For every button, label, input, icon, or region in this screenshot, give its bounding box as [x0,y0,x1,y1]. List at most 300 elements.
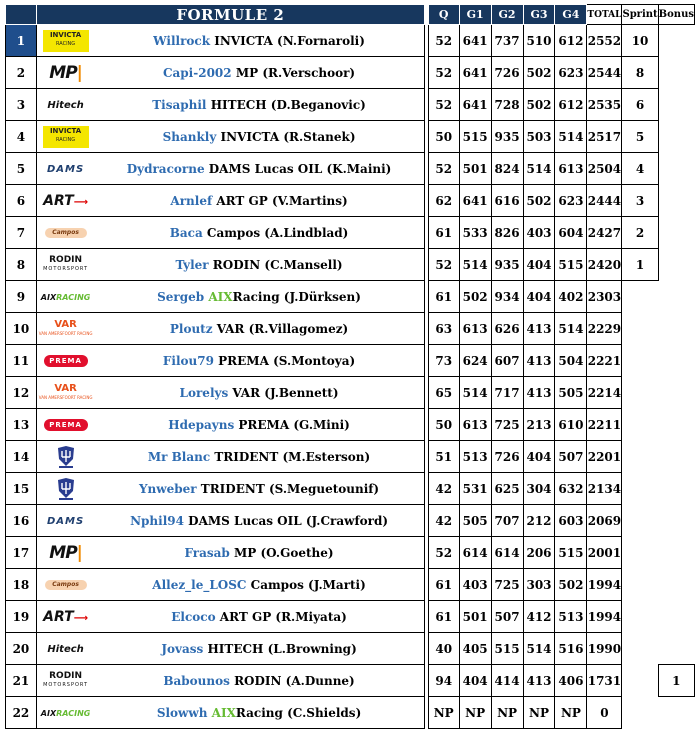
g2-cell: 726 [491,57,523,89]
position-cell: 16 [6,505,37,537]
total-cell: 2444 [587,185,622,217]
bonus-cell [658,281,694,313]
g1-cell: 514 [459,249,491,281]
bonus-cell [658,601,694,633]
team-logo-cell [36,473,94,505]
driver-cell [94,185,424,217]
bonus-cell [658,89,694,121]
total-cell: 2420 [587,249,622,281]
team-logo-cell [36,121,94,153]
team-name: ART GP [216,193,268,208]
standings-row [6,121,695,153]
table-title: FORMULE 2 [36,5,424,25]
total-cell: 2535 [587,89,622,121]
sprint-cell [622,569,658,601]
driver-cell [94,697,424,729]
position-cell: 5 [6,153,37,185]
real-driver: (S.Meguetounif) [268,481,380,496]
driver-nickname: Nphil94 [130,513,184,528]
q-cell: 61 [428,601,459,633]
driver-nickname: Filou79 [162,353,214,368]
standings-row [6,185,695,217]
invicta-logo-sub: RACING [55,136,76,143]
g4-cell: 612 [555,25,587,57]
real-driver: (M.Esterson) [282,449,371,464]
position-cell: 10 [6,313,37,345]
team-name: Campos [206,225,261,240]
sprint-cell: 6 [622,89,658,121]
real-driver: (C.Shields) [287,705,362,720]
q-cell: 52 [428,89,459,121]
bonus-cell [658,633,694,665]
g4-cell: 505 [555,377,587,409]
team-name: HITECH [210,97,267,112]
total-cell: 2303 [587,281,622,313]
standings-row [6,441,695,473]
g3-cell: 413 [523,665,555,697]
driver-nickname: Babounos [163,673,230,688]
position-cell: 8 [6,249,37,281]
bonus-cell [658,537,694,569]
real-driver: (R.Villagomez) [248,321,349,336]
real-driver: (A.Dunne) [285,673,355,688]
trident-logo-icon [56,477,76,501]
real-driver: (C.Mansell) [264,257,343,272]
team-name: AIXRacing [211,705,283,720]
driver-cell [94,633,424,665]
hitech-logo-icon: Hitech [47,99,84,111]
standings-row [6,377,695,409]
g4-cell: 502 [555,569,587,601]
team-name: HITECH [207,641,264,656]
real-driver: (J.Crawford) [305,513,389,528]
driver-nickname: Capi-2002 [162,65,232,80]
standings-row [6,217,695,249]
g4-cell: 515 [555,537,587,569]
team-name: MP [235,65,259,80]
g1-cell: 514 [459,377,491,409]
rodin-logo-icon: RODIN MOTORSPORT [43,254,89,272]
bonus-cell [658,153,694,185]
real-driver: (G.Mini) [293,417,350,432]
driver-nickname: Sergeb [157,289,205,304]
g3-cell: 212 [523,505,555,537]
aix-logo-accent: RACING [56,292,91,302]
team-name: VAR [216,321,245,336]
team-name: INVICTA [214,33,273,48]
position-cell: 13 [6,409,37,441]
position-cell: 12 [6,377,37,409]
header-g1: G1 [459,5,491,25]
team-name: ART GP [219,609,272,624]
bonus-cell [658,569,694,601]
driver-nickname: Tyler [175,257,209,272]
g2-cell: 607 [491,345,523,377]
total-cell: 2211 [587,409,622,441]
g4-cell: 623 [555,185,587,217]
g2-cell: 824 [491,153,523,185]
team-logo-cell [36,281,94,313]
q-cell: 62 [428,185,459,217]
sprint-cell [622,345,658,377]
driver-nickname: Hdepayns [168,417,235,432]
q-cell: 42 [428,473,459,505]
art-logo-accent: ⟶ [73,196,89,208]
header-bonus: Bonus [658,5,694,25]
team-name: TRIDENT [200,481,265,496]
standings-row [6,409,695,441]
bonus-cell [658,249,694,281]
real-driver: (K.Maini) [326,161,392,176]
driver-cell [94,537,424,569]
sprint-cell [622,473,658,505]
g2-cell: 515 [491,633,523,665]
g3-cell: 413 [523,313,555,345]
var-logo-sub: VAN AMERSFOORT RACING [38,394,93,400]
position-cell: 1 [6,25,37,57]
total-cell: 2504 [587,153,622,185]
q-cell: 61 [428,569,459,601]
q-cell: 65 [428,377,459,409]
standings-row [6,601,695,633]
team-logo-cell [36,217,94,249]
driver-cell [94,89,424,121]
g4-cell: 514 [555,313,587,345]
campos-logo-icon: Campos [45,580,87,590]
position-cell: 15 [6,473,37,505]
bonus-cell [658,377,694,409]
mp-logo-accent: | [76,542,82,563]
g3-cell: 213 [523,409,555,441]
var-logo-icon: VAR VAN AMERSFOORT RACING [38,318,93,336]
total-cell: 2221 [587,345,622,377]
sprint-cell: 3 [622,185,658,217]
g3-cell: 404 [523,249,555,281]
driver-nickname: Jovass [161,641,204,656]
g1-cell: 613 [459,313,491,345]
bonus-cell [658,185,694,217]
total-cell: 2517 [587,121,622,153]
g1-cell: 501 [459,153,491,185]
var-logo-sub: VAN AMERSFOORT RACING [38,330,93,336]
hitech-logo-icon: Hitech [47,643,84,655]
standings-row [6,697,695,729]
driver-cell [94,409,424,441]
bonus-cell [658,25,694,57]
standings-row [6,505,695,537]
sprint-cell [622,665,658,697]
trident-logo-icon [56,445,76,469]
g1-cell: 515 [459,121,491,153]
rodin-logo-icon: RODIN MOTORSPORT [43,670,89,688]
header-q: Q [428,5,459,25]
sprint-cell [622,377,658,409]
team-name: Campos [250,577,304,592]
g2-cell: 935 [491,249,523,281]
g4-cell: 610 [555,409,587,441]
sprint-cell [622,537,658,569]
g1-cell: 624 [459,345,491,377]
driver-nickname: Elcoco [171,609,216,624]
team-aix-part: AIX [211,705,236,720]
bonus-cell: 1 [658,665,694,697]
total-cell: 1994 [587,601,622,633]
g3-cell: 502 [523,57,555,89]
sprint-cell [622,409,658,441]
header-g2: G2 [491,5,523,25]
real-driver: (R.Verschoor) [262,65,356,80]
g2-cell: 728 [491,89,523,121]
team-name: VAR [232,385,261,400]
g3-cell: 503 [523,121,555,153]
header-total: TOTAL [587,5,622,25]
g2-cell: 726 [491,441,523,473]
g2-cell: 507 [491,601,523,633]
real-driver: (O.Goethe) [260,545,334,560]
prema-logo-icon: PREMA [44,355,88,367]
g2-cell: 616 [491,185,523,217]
position-cell: 20 [6,633,37,665]
header-g3: G3 [523,5,555,25]
team-logo-cell [36,697,94,729]
bonus-cell [658,313,694,345]
sprint-cell [622,633,658,665]
sprint-cell [622,601,658,633]
g4-cell: 507 [555,441,587,473]
real-driver: (J.Bennett) [264,385,339,400]
q-cell: 50 [428,409,459,441]
sprint-cell: 5 [622,121,658,153]
q-cell: 51 [428,441,459,473]
header-sprint: Sprint [622,5,658,25]
total-cell: 2201 [587,441,622,473]
g3-cell: 206 [523,537,555,569]
total-cell: 2001 [587,537,622,569]
sprint-cell [622,313,658,345]
prema-logo-icon: PREMA [44,419,88,431]
team-logo-cell [36,505,94,537]
g4-cell: NP [555,697,587,729]
g1-cell: 502 [459,281,491,313]
g2-cell: 626 [491,313,523,345]
g3-cell: 403 [523,217,555,249]
g3-cell: 514 [523,153,555,185]
g4-cell: 632 [555,473,587,505]
total-cell: 2552 [587,25,622,57]
q-cell: 40 [428,633,459,665]
g4-cell: 514 [555,121,587,153]
total-cell: 2229 [587,313,622,345]
team-logo-cell [36,313,94,345]
bonus-cell [658,345,694,377]
aix-logo-accent: RACING [56,708,91,718]
g4-cell: 504 [555,345,587,377]
g3-cell: 510 [523,25,555,57]
q-cell: 52 [428,57,459,89]
total-cell: 2544 [587,57,622,89]
g4-cell: 406 [555,665,587,697]
total-cell: 1990 [587,633,622,665]
q-cell: 52 [428,537,459,569]
g1-cell: 641 [459,57,491,89]
mp-logo-icon: MP| [49,62,82,83]
g2-cell: 725 [491,569,523,601]
g1-cell: 513 [459,441,491,473]
art-logo-icon: ART⟶ [43,192,89,209]
q-cell: 63 [428,313,459,345]
g3-cell: 412 [523,601,555,633]
g3-cell: 502 [523,185,555,217]
g1-cell: 505 [459,505,491,537]
driver-nickname: Allez_le_LOSC [152,577,247,592]
team-name: TRIDENT [214,449,279,464]
g2-cell: 707 [491,505,523,537]
driver-cell [94,281,424,313]
position-cell: 11 [6,345,37,377]
q-cell: 73 [428,345,459,377]
real-driver: (J.Marti) [308,577,366,592]
total-cell: 1731 [587,665,622,697]
g4-cell: 516 [555,633,587,665]
total-cell: 1994 [587,569,622,601]
real-driver: (R.Stanek) [283,129,356,144]
bonus-cell [658,217,694,249]
campos-logo-icon: Campos [45,228,87,238]
team-name: PREMA [238,417,290,432]
g4-cell: 515 [555,249,587,281]
g4-cell: 604 [555,217,587,249]
g4-cell: 513 [555,601,587,633]
driver-cell [94,25,424,57]
g4-cell: 623 [555,57,587,89]
invicta-logo-sub: RACING [55,40,76,47]
team-name: RODIN [212,257,261,272]
team-logo-cell [36,537,94,569]
team-aix-part: AIX [208,289,233,304]
real-driver: (V.Martins) [271,193,348,208]
q-cell: 42 [428,505,459,537]
g3-cell: 413 [523,345,555,377]
art-logo-icon: ART⟶ [43,608,89,625]
position-cell: 3 [6,89,37,121]
mp-logo-accent: | [76,62,82,83]
position-cell: 18 [6,569,37,601]
q-cell: 52 [428,153,459,185]
driver-nickname: Dydracorne [126,161,205,176]
driver-nickname: Ploutz [169,321,213,336]
q-cell: NP [428,697,459,729]
sprint-cell: 10 [622,25,658,57]
bonus-cell [658,441,694,473]
sprint-cell [622,505,658,537]
q-cell: 94 [428,665,459,697]
g1-cell: 531 [459,473,491,505]
aix-logo-icon: AIXRACING [40,292,91,302]
driver-cell [94,441,424,473]
position-cell: 9 [6,281,37,313]
driver-cell [94,345,424,377]
real-driver: (R.Miyata) [275,609,347,624]
g3-cell: 304 [523,473,555,505]
bonus-cell [658,697,694,729]
team-logo-cell [36,89,94,121]
bonus-cell [658,473,694,505]
g2-cell: 614 [491,537,523,569]
driver-nickname: Willrock [153,33,211,48]
driver-cell [94,121,424,153]
g4-cell: 603 [555,505,587,537]
driver-nickname: Mr Blanc [147,449,211,464]
driver-cell [94,57,424,89]
g1-cell: 614 [459,537,491,569]
driver-cell [94,665,424,697]
g1-cell: 641 [459,25,491,57]
total-cell: 2214 [587,377,622,409]
position-cell: 2 [6,57,37,89]
standings-row [6,569,695,601]
g3-cell: 413 [523,377,555,409]
header-g4: G4 [555,5,587,25]
position-cell: 17 [6,537,37,569]
driver-cell [94,249,424,281]
total-cell: 0 [587,697,622,729]
team-name: PREMA [218,353,269,368]
g3-cell: 303 [523,569,555,601]
g2-cell: 934 [491,281,523,313]
team-logo-cell [36,633,94,665]
bonus-cell [658,505,694,537]
g4-cell: 612 [555,89,587,121]
g1-cell: NP [459,697,491,729]
real-driver: (D.Beganovic) [270,97,366,112]
driver-cell [94,313,424,345]
q-cell: 52 [428,249,459,281]
driver-nickname: Slowwh [156,705,208,720]
team-logo-cell [36,153,94,185]
real-driver: (S.Montoya) [273,353,356,368]
standings-row [6,665,695,697]
team-logo-cell [36,665,94,697]
sprint-cell: 1 [622,249,658,281]
driver-nickname: Ynweber [138,481,197,496]
q-cell: 61 [428,217,459,249]
driver-cell [94,377,424,409]
bonus-cell [658,409,694,441]
sprint-cell [622,697,658,729]
g2-cell: 826 [491,217,523,249]
team-name: INVICTA [220,129,280,144]
q-cell: 61 [428,281,459,313]
driver-cell [94,505,424,537]
g1-cell: 613 [459,409,491,441]
driver-nickname: Shankly [162,129,217,144]
standings-row [6,281,695,313]
header-blank [6,5,37,25]
g2-cell: 725 [491,409,523,441]
standings-row [6,633,695,665]
team-logo-cell [36,441,94,473]
position-cell: 21 [6,665,37,697]
team-name: DAMS Lucas OIL [208,161,323,176]
g1-cell: 403 [459,569,491,601]
sprint-cell: 4 [622,153,658,185]
team-logo-cell [36,409,94,441]
g2-cell: 737 [491,25,523,57]
g1-cell: 501 [459,601,491,633]
team-logo-cell [36,377,94,409]
driver-nickname: Baca [169,225,203,240]
g3-cell: 502 [523,89,555,121]
